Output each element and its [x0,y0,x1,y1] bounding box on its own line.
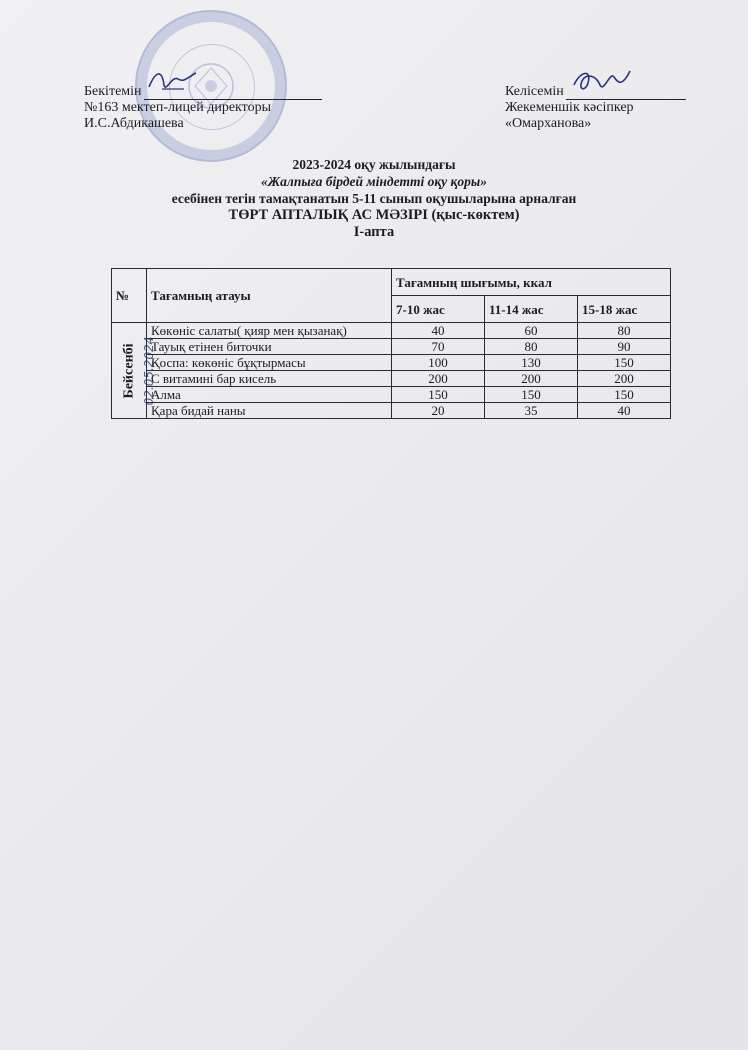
approval-block [84,84,322,132]
table-row [112,387,671,403]
entrepreneur-position: Жекеменшік кәсіпкер [505,100,634,115]
dish-name: Көкөніс салаты( қияр мен қызанақ) [147,323,392,339]
yield-7-10: 40 [392,323,485,339]
signature-icon [144,65,204,95]
day-name: Бейсенбі [121,342,137,399]
entrepreneur-name: «Омарханова» [505,116,592,131]
approve-label: Бекітемін [84,84,142,99]
table-row [112,403,671,419]
yield-7-10: 100 [392,355,485,371]
menu-table [111,268,671,419]
header-age-11-14: 11-14 жас [485,296,578,323]
yield-15-18: 150 [578,355,671,371]
yield-11-14: 200 [485,371,578,387]
yield-11-14: 130 [485,355,578,371]
dish-name: Қоспа: көкөніс бұқтырмасы [147,355,392,371]
director-name: И.С.Абдикашева [84,116,184,131]
yield-11-14: 35 [485,403,578,419]
title-line-fund: «Жалпыға бірдей міндетті оқу қоры» [261,174,487,189]
table-row [112,371,671,387]
header-age-15-18: 15-18 жас [578,296,671,323]
agreement-block [505,84,686,132]
yield-7-10: 70 [392,339,485,355]
yield-15-18: 80 [578,323,671,339]
header-number: № [112,269,147,323]
table-row [112,339,671,355]
yield-15-18: 150 [578,387,671,403]
table-row [112,323,671,339]
title-line-year: 2023-2024 оқу жылындағы [292,157,456,172]
header-dish-name: Тағамның атауы [147,269,392,323]
header-yield: Тағамның шығымы, ккал [392,269,671,296]
yield-11-14: 150 [485,387,578,403]
day-date: 02.05.2024 [142,336,157,405]
signature-line [144,87,322,100]
dish-name: Алма [147,387,392,403]
agree-label: Келісемін [505,84,564,99]
yield-7-10: 20 [392,403,485,419]
yield-15-18: 200 [578,371,671,387]
signature-line [566,87,686,100]
table-row [112,355,671,371]
yield-11-14: 80 [485,339,578,355]
yield-7-10: 200 [392,371,485,387]
dish-name: Қара бидай наны [147,403,392,419]
document-title [0,156,748,241]
yield-15-18: 90 [578,339,671,355]
yield-15-18: 40 [578,403,671,419]
yield-11-14: 60 [485,323,578,339]
title-line-menu: ТӨРТ АПТАЛЫҚ АС МӘЗІРІ (қыс-көктем) [228,207,520,223]
director-position: №163 мектеп-лицей директоры [84,100,271,115]
signature-icon [566,65,636,99]
table-header-row [112,269,671,296]
dish-name: С витамині бар кисель [147,371,392,387]
yield-7-10: 150 [392,387,485,403]
day-cell [112,323,157,419]
title-line-week: I-апта [353,224,395,240]
dish-name: Тауық етінен биточки [147,339,392,355]
title-line-purpose: есебінен тегін тамақтанатын 5-11 сынып оқушыларына арналған [171,191,577,206]
header-age-7-10: 7-10 жас [392,296,485,323]
